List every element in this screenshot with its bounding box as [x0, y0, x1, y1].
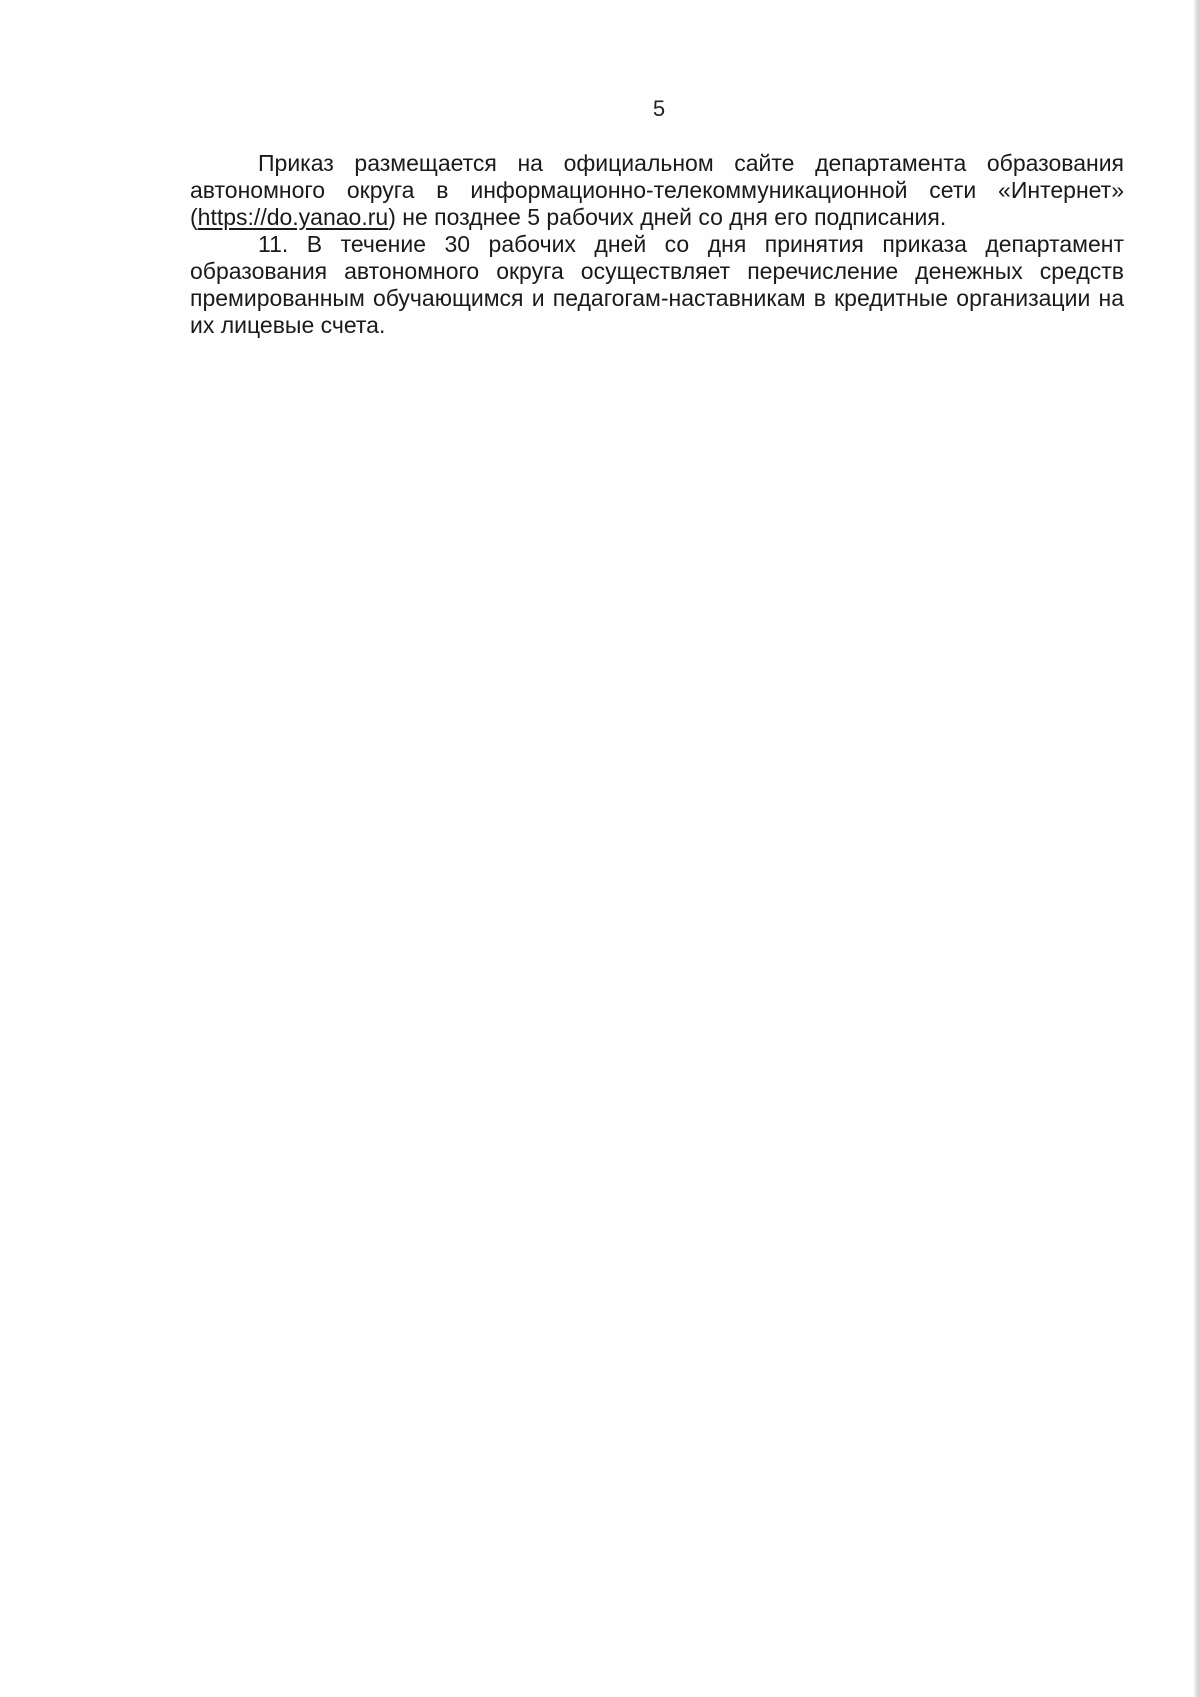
- document-body: [190, 150, 1124, 339]
- paragraph-item-11: 11. В течение 30 рабочих дней со дня принятия приказа департамент образования автономного округа осуществляет перечисление денежных средств премированным обучающимся и педагогам-наставникам в кредитные организации на их лицевые счета.: [190, 231, 1124, 338]
- website-link[interactable]: https://do.yanao.ru: [197, 204, 389, 230]
- paragraph-text-before-link: Приказ размещается на официальном сайте департамента образования автономного округа в информационно-телекоммуникационной сети «Интернет» (: [190, 150, 1124, 230]
- paragraph-publication: [190, 150, 1124, 231]
- scan-edge-shadow: [1194, 0, 1200, 1697]
- page-number: 5: [652, 96, 666, 121]
- paragraph-text-after-link: ) не позднее 5 рабочих дней со дня его подписания.: [388, 204, 947, 230]
